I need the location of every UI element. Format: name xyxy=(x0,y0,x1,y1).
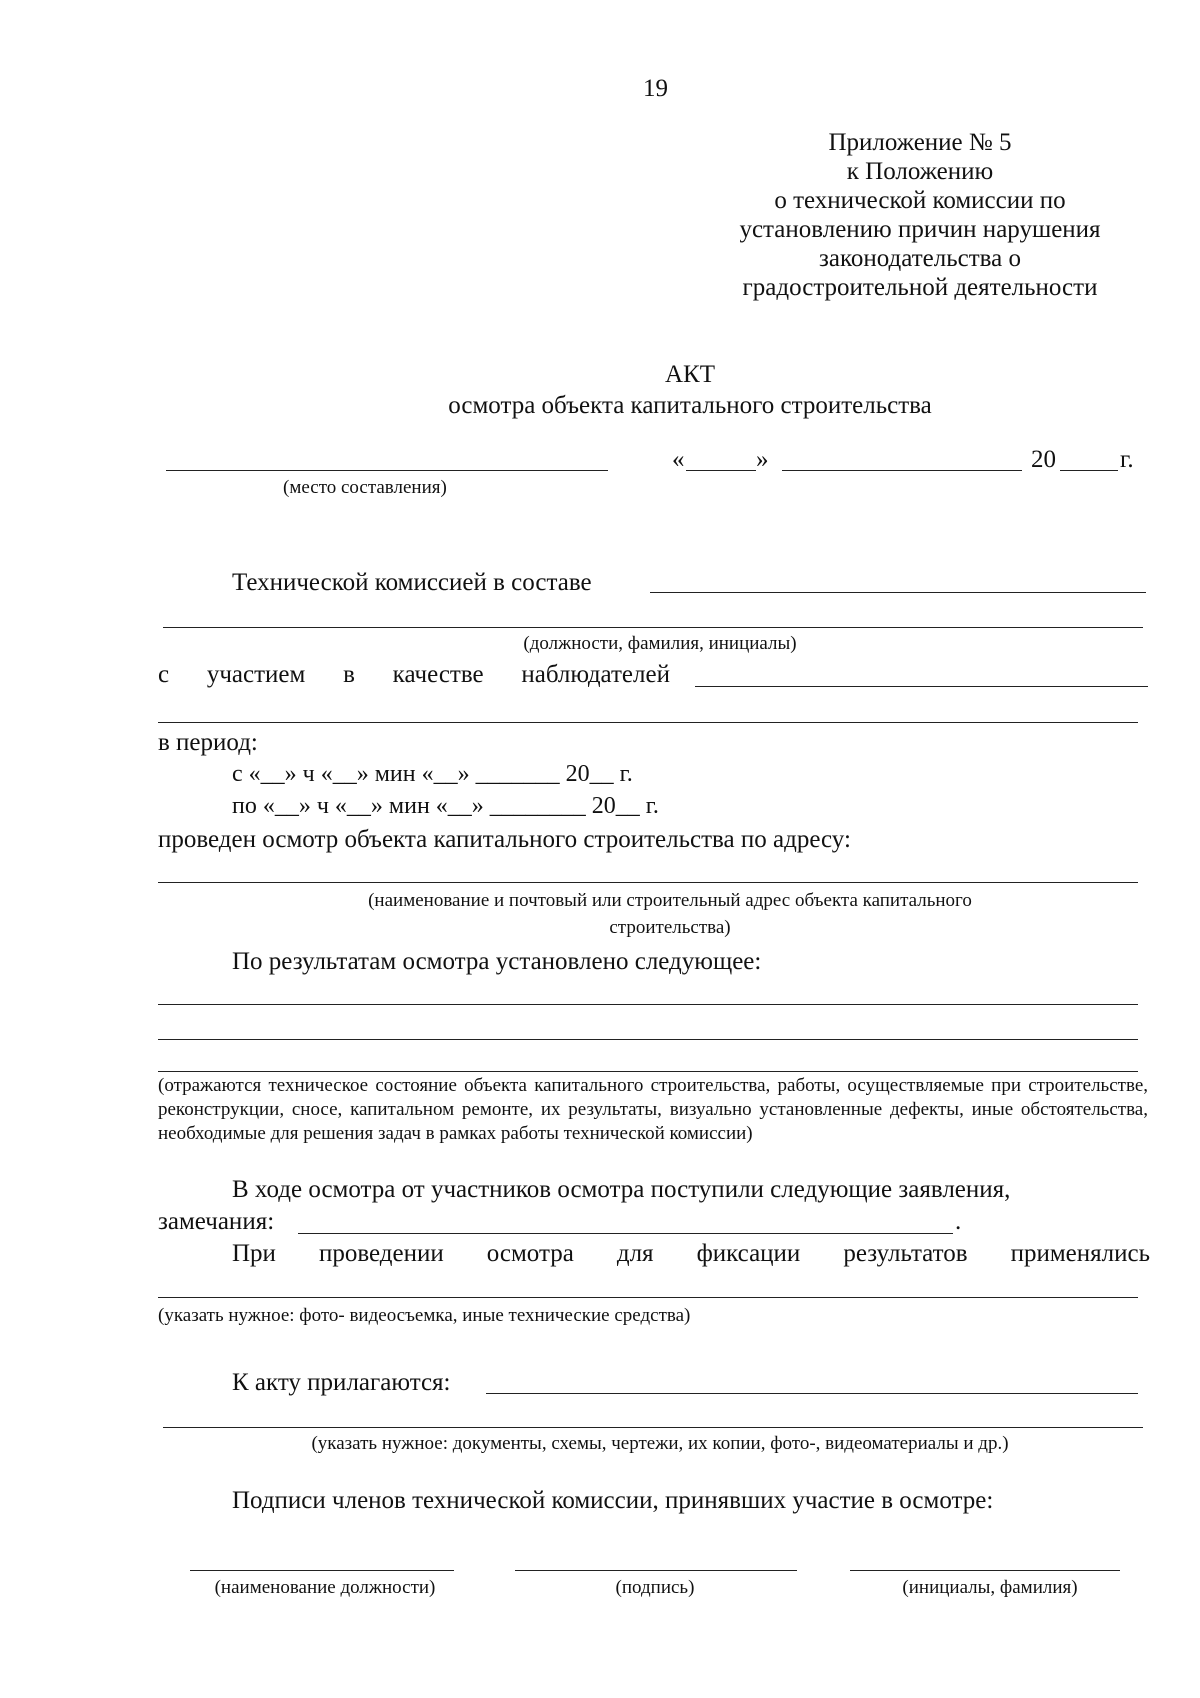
date-year-prefix: 20 xyxy=(1031,446,1056,473)
fixation-caption: (указать нужное: фото- видеосъемка, иные технические средства) xyxy=(158,1305,691,1326)
period-label: в период: xyxy=(158,729,258,756)
fixation-word: При xyxy=(232,1240,276,1267)
date-year-field[interactable] xyxy=(1060,470,1118,471)
signature-name-caption: (инициалы, фамилия) xyxy=(902,1577,1078,1598)
results-field-1[interactable] xyxy=(158,1004,1138,1005)
appendix-line: Приложение № 5 xyxy=(828,129,1012,156)
commission-label: Технической комиссией в составе xyxy=(232,569,592,596)
results-field-3[interactable] xyxy=(158,1071,1138,1072)
address-caption-2: строительства) xyxy=(609,917,731,938)
date-day-field[interactable] xyxy=(686,470,756,471)
fixation-word: осмотра xyxy=(486,1240,574,1267)
period-to[interactable]: по «__» ч «__» мин «__» ________ 20__ г. xyxy=(232,793,659,819)
observers-word: участием xyxy=(206,661,306,688)
signature-field[interactable] xyxy=(515,1570,797,1571)
observers-field[interactable] xyxy=(695,686,1148,687)
fixation-word: проведении xyxy=(318,1240,444,1267)
page-number: 19 xyxy=(643,75,668,102)
results-caption: (отражаются техническое состояние объекта капитального строительства, работы, осуществляемые при строительстве, реконструкции, сносе, капитальном ремонте, их результаты, визуально установленные дефекты, иные обстоятельства, необходимые для решения задач в рамках работы технической комиссии) xyxy=(158,1075,1148,1144)
results-label: По результатам осмотра установлено следующее: xyxy=(232,948,762,975)
appendix-line: к Положению xyxy=(846,158,994,185)
signature-position-field[interactable] xyxy=(190,1570,454,1571)
attachments-caption: (указать нужное: документы, схемы, чертежи, их копии, фото-, видеоматериалы и др.) xyxy=(311,1433,1009,1454)
appendix-block xyxy=(700,128,1140,302)
appendix-line: установлению причин нарушения xyxy=(739,216,1101,243)
address-caption: (наименование и почтовый или строительный адрес объекта капитального xyxy=(368,890,972,911)
observers-word: качестве xyxy=(392,661,484,688)
remarks-field[interactable] xyxy=(298,1233,953,1234)
attachments-label: К акту прилагаются: xyxy=(232,1369,451,1396)
observers-row xyxy=(158,662,670,687)
remarks-end: . xyxy=(955,1208,962,1235)
document-title: АКТ xyxy=(665,361,715,388)
observers-field-line2[interactable] xyxy=(158,722,1138,723)
signature-caption: (подпись) xyxy=(615,1577,695,1598)
inspection-label: проведен осмотр объекта капитального строительства по адресу: xyxy=(158,826,851,853)
remarks-label: замечания: xyxy=(158,1208,275,1235)
commission-field-line2[interactable] xyxy=(163,627,1143,628)
date-quote-close: » xyxy=(756,446,769,473)
positions-caption: (должности, фамилия, инициалы) xyxy=(523,633,797,654)
fixation-row xyxy=(232,1241,1150,1266)
attachments-field[interactable] xyxy=(486,1393,1138,1394)
signature-name-field[interactable] xyxy=(850,1570,1120,1571)
period-from[interactable]: с «__» ч «__» мин «__» _______ 20__ г. xyxy=(232,761,633,787)
place-field[interactable] xyxy=(166,470,608,471)
signature-position-caption: (наименование должности) xyxy=(214,1577,436,1598)
date-year-suffix: г. xyxy=(1120,446,1134,473)
appendix-line: градостроительной деятельности xyxy=(742,274,1098,301)
fixation-word: применялись xyxy=(1010,1240,1150,1267)
appendix-line: законодательства о xyxy=(819,245,1021,272)
observers-word: в xyxy=(343,661,355,688)
appendix-line: о технической комиссии по xyxy=(774,187,1066,214)
statements-line: В ходе осмотра от участников осмотра поступили следующие заявления, xyxy=(232,1176,1011,1203)
fixation-word: результатов xyxy=(843,1240,968,1267)
date-quote-open: « xyxy=(672,446,685,473)
observers-word: с xyxy=(158,661,170,688)
attachments-field-line2[interactable] xyxy=(163,1427,1143,1428)
fixation-word: фиксации xyxy=(696,1240,801,1267)
address-field[interactable] xyxy=(158,882,1138,883)
document-subtitle: осмотра объекта капитального строительства xyxy=(448,392,932,419)
fixation-field[interactable] xyxy=(158,1297,1138,1298)
commission-field[interactable] xyxy=(650,592,1146,593)
observers-word: наблюдателей xyxy=(521,661,670,688)
place-caption: (место составления) xyxy=(283,477,447,498)
results-field-2[interactable] xyxy=(158,1039,1138,1040)
signatures-label: Подписи членов технической комиссии, принявших участие в осмотре: xyxy=(232,1487,994,1514)
date-month-field[interactable] xyxy=(782,470,1022,471)
fixation-word: для xyxy=(616,1240,654,1267)
